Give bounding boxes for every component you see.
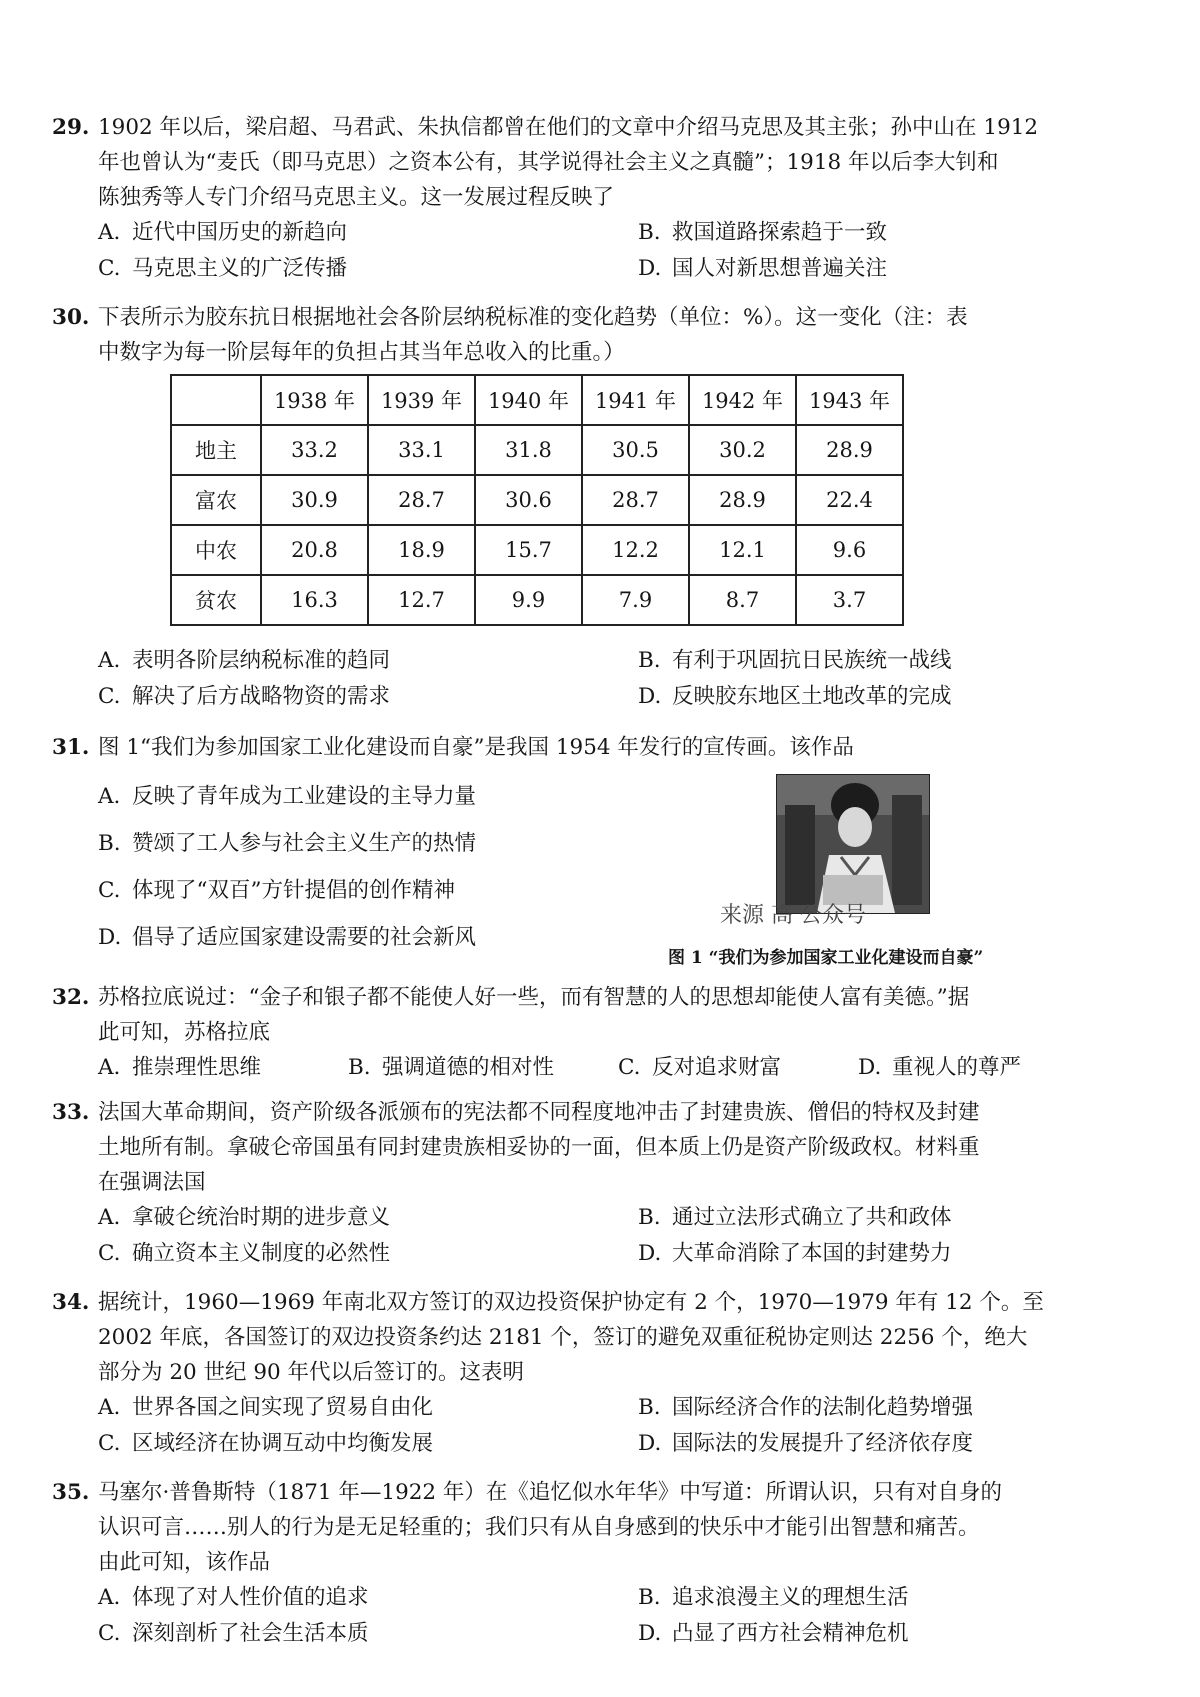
question-35-options (52, 1580, 1112, 1652)
option-b[interactable] (638, 215, 1158, 251)
table-header-cell: 1941 年 (582, 375, 689, 425)
table-cell: 7.9 (582, 575, 689, 625)
option-letter: D. (638, 1621, 662, 1646)
option-c[interactable] (98, 1426, 638, 1462)
question-29 (52, 110, 1112, 287)
option-letter: A. (98, 1395, 121, 1420)
table-corner-cell (171, 375, 261, 425)
option-d[interactable] (638, 1426, 1158, 1462)
option-b[interactable] (638, 1390, 1158, 1426)
option-letter: C. (98, 684, 121, 709)
option-b[interactable] (348, 1050, 618, 1086)
option-letter: D. (858, 1055, 882, 1080)
option-letter: A. (98, 784, 121, 809)
table-cell: 9.9 (475, 575, 582, 625)
option-letter: A. (98, 1205, 121, 1230)
option-text: 深刻剖析了社会生活本质 (132, 1621, 369, 1646)
option-c[interactable] (98, 679, 638, 715)
option-letter: C. (98, 878, 121, 903)
stem-line: 2002 年底，各国签订的双边投资条约达 2181 个，签订的避免双重征税协定则达 2256 个，绝大 (98, 1325, 1028, 1350)
question-number: 32. (52, 985, 90, 1010)
option-letter: D. (638, 684, 662, 709)
option-c[interactable] (98, 867, 1112, 914)
option-a[interactable] (98, 643, 638, 679)
question-33 (52, 1095, 1112, 1272)
table-cell: 8.7 (689, 575, 796, 625)
option-d[interactable] (638, 251, 1158, 287)
option-letter: A. (98, 220, 121, 245)
option-letter: A. (98, 648, 121, 673)
table-row (171, 575, 903, 625)
table-cell: 3.7 (796, 575, 903, 625)
table-cell: 31.8 (475, 425, 582, 475)
table-cell: 16.3 (261, 575, 368, 625)
option-a[interactable] (98, 1200, 638, 1236)
question-31 (52, 730, 1112, 961)
figure-caption: 图 1 “我们为参加国家工业化建设而自豪” (668, 948, 984, 968)
option-c[interactable] (98, 1236, 638, 1272)
option-b[interactable] (638, 1580, 1158, 1616)
question-32-stem (52, 980, 1112, 1050)
option-text: 反映胶东地区土地改革的完成 (672, 684, 952, 709)
option-d[interactable] (638, 1236, 1158, 1272)
watermark-text: 来源 高 公众号 (720, 903, 866, 928)
option-text: 凸显了西方社会精神危机 (672, 1621, 909, 1646)
option-text: 国际法的发展提升了经济依存度 (672, 1431, 974, 1456)
option-a[interactable] (98, 773, 1112, 820)
stem-line: 由此可知，该作品 (98, 1550, 271, 1575)
stem-line: 此可知，苏格拉底 (98, 1020, 271, 1045)
question-34-stem (52, 1285, 1112, 1390)
table-row (171, 475, 903, 525)
option-text: 马克思主义的广泛传播 (132, 256, 348, 281)
stem-line: 马塞尔·普鲁斯特（1871 年—1922 年）在《追忆似水年华》中写道：所谓认识，只有对自身的 (98, 1480, 1002, 1505)
option-letter: B. (638, 648, 661, 673)
question-number: 33. (52, 1100, 90, 1125)
option-text: 有利于巩固抗日民族统一战线 (672, 648, 952, 673)
option-letter: B. (98, 831, 121, 856)
option-text: 解决了后方战略物资的需求 (132, 684, 391, 709)
table-cell: 33.1 (368, 425, 475, 475)
stem-line: 1902 年以后，梁启超、马君武、朱执信都曾在他们的文章中介绍马克思及其主张；孙中山在 1912 (98, 115, 1039, 140)
question-30-options-block (52, 643, 1112, 715)
table-cell: 30.2 (689, 425, 796, 475)
table-cell: 22.4 (796, 475, 903, 525)
table-header-row (171, 375, 903, 425)
option-text: 大革命消除了本国的封建势力 (672, 1241, 952, 1266)
question-29-stem (52, 110, 1112, 215)
option-letter: A. (98, 1585, 121, 1610)
table-cell: 28.9 (796, 425, 903, 475)
stem-line: 图 1“我们为参加国家工业化建设而自豪”是我国 1954 年发行的宣传画。该作品 (98, 735, 854, 760)
question-number: 35. (52, 1480, 90, 1505)
question-34 (52, 1285, 1112, 1462)
option-text: 区域经济在协调互动中均衡发展 (132, 1431, 434, 1456)
table-cell: 20.8 (261, 525, 368, 575)
table-header-cell: 1942 年 (689, 375, 796, 425)
stem-line: 下表所示为胶东抗日根据地社会各阶层纳税标准的变化趋势（单位：%）。这一变化（注：表 (98, 305, 968, 330)
table-cell: 9.6 (796, 525, 903, 575)
question-30 (52, 300, 1112, 370)
option-text: 救国道路探索趋于一致 (672, 220, 888, 245)
stem-line: 土地所有制。拿破仑帝国虽有同封建贵族相妥协的一面，但本质上仍是资产阶级政权。材料重 (98, 1135, 980, 1160)
option-text: 追求浪漫主义的理想生活 (672, 1585, 909, 1610)
table-row (171, 525, 903, 575)
option-text: 反映了青年成为工业建设的主导力量 (132, 784, 477, 809)
option-letter: B. (638, 1585, 661, 1610)
option-c[interactable] (618, 1050, 858, 1086)
option-letter: C. (618, 1055, 641, 1080)
option-a[interactable] (98, 1390, 638, 1426)
option-text: 近代中国历史的新趋向 (132, 220, 348, 245)
option-letter: B. (638, 220, 661, 245)
stem-line: 在强调法国 (98, 1170, 206, 1195)
option-text: 表明各阶层纳税标准的趋同 (132, 648, 391, 673)
table-cell: 30.9 (261, 475, 368, 525)
question-29-options (52, 215, 1112, 287)
option-text: 拿破仑统治时期的进步意义 (132, 1205, 391, 1230)
option-letter: B. (348, 1055, 371, 1080)
stem-line: 年也曾认为“麦氏（即马克思）之资本公有，其学说得社会主义之真髓”；1918 年以后李大钊和 (98, 150, 999, 175)
question-32 (52, 980, 1112, 1086)
option-text: 确立资本主义制度的必然性 (132, 1241, 391, 1266)
question-34-options (52, 1390, 1112, 1462)
question-30-stem (52, 300, 1112, 370)
option-text: 国际经济合作的法制化趋势增强 (672, 1395, 974, 1420)
table-cell: 18.9 (368, 525, 475, 575)
table-cell: 15.7 (475, 525, 582, 575)
question-35-stem (52, 1475, 1112, 1580)
question-number: 30. (52, 305, 90, 330)
table-row-label: 地主 (171, 425, 261, 475)
option-text: 反对追求财富 (652, 1055, 782, 1080)
stem-line: 认识可言……别人的行为是无足轻重的；我们只有从自身感到的快乐中才能引出智慧和痛苦。 (98, 1515, 980, 1540)
table-row-label: 中农 (171, 525, 261, 575)
option-text: 世界各国之间实现了贸易自由化 (132, 1395, 434, 1420)
question-33-stem (52, 1095, 1112, 1200)
option-text: 推崇理性思维 (132, 1055, 262, 1080)
option-letter: C. (98, 256, 121, 281)
stem-line: 陈独秀等人专门介绍马克思主义。这一发展过程反映了 (98, 185, 615, 210)
stem-line: 法国大革命期间，资产阶级各派颁布的宪法都不同程度地冲击了封建贵族、僧侣的特权及封建 (98, 1100, 980, 1125)
question-number: 29. (52, 115, 90, 140)
stem-line: 部分为 20 世纪 90 年代以后签订的。这表明 (98, 1360, 525, 1385)
table-cell: 12.2 (582, 525, 689, 575)
option-b[interactable] (98, 820, 1112, 867)
option-letter: C. (98, 1431, 121, 1456)
table-row (171, 425, 903, 475)
table-cell: 12.1 (689, 525, 796, 575)
option-text: 倡导了适应国家建设需要的社会新风 (132, 925, 477, 950)
table-cell: 28.9 (689, 475, 796, 525)
question-number: 34. (52, 1290, 90, 1315)
table-cell: 30.6 (475, 475, 582, 525)
option-d[interactable] (858, 1050, 1098, 1086)
option-letter: D. (638, 1241, 662, 1266)
table-header-cell: 1939 年 (368, 375, 475, 425)
question-32-options (52, 1050, 1112, 1086)
stem-line: 据统计，1960—1969 年南北双方签订的双边投资保护协定有 2 个，1970—1979 年有 12 个。至 (98, 1290, 1044, 1315)
option-d[interactable] (638, 679, 1158, 715)
option-letter: B. (638, 1205, 661, 1230)
tax-rate-table (170, 374, 904, 626)
option-text: 通过立法形式确立了共和政体 (672, 1205, 952, 1230)
option-d[interactable] (638, 1616, 1158, 1652)
option-text: 国人对新思想普遍关注 (672, 256, 888, 281)
table-cell: 28.7 (582, 475, 689, 525)
option-b[interactable] (638, 1200, 1158, 1236)
option-c[interactable] (98, 1616, 638, 1652)
option-text: 赞颂了工人参与社会主义生产的热情 (132, 831, 477, 856)
table-row-label: 富农 (171, 475, 261, 525)
option-a[interactable] (98, 1050, 348, 1086)
question-number: 31. (52, 735, 90, 760)
question-31-stem (52, 730, 1112, 765)
option-text: 体现了“双百”方针提倡的创作精神 (132, 878, 455, 903)
table-row-label: 贫农 (171, 575, 261, 625)
stem-line: 中数字为每一阶层每年的负担占其当年总收入的比重。） (98, 340, 625, 365)
propaganda-poster-image (776, 774, 930, 914)
option-letter: B. (638, 1395, 661, 1420)
option-text: 体现了对人性价值的追求 (132, 1585, 369, 1610)
option-letter: C. (98, 1241, 121, 1266)
option-c[interactable] (98, 251, 638, 287)
option-a[interactable] (98, 215, 638, 251)
table-cell: 33.2 (261, 425, 368, 475)
option-letter: C. (98, 1621, 121, 1646)
question-31-options (52, 773, 1112, 961)
option-letter: A. (98, 1055, 121, 1080)
question-30-options (52, 643, 1112, 715)
table-cell: 12.7 (368, 575, 475, 625)
table-cell: 28.7 (368, 475, 475, 525)
table-header-cell: 1938 年 (261, 375, 368, 425)
option-text: 强调道德的相对性 (382, 1055, 555, 1080)
stem-line: 苏格拉底说过：“金子和银子都不能使人好一些，而有智慧的人的思想却能使人富有美德。”据 (98, 985, 970, 1010)
poster-illustration (777, 775, 929, 913)
option-text: 重视人的尊严 (892, 1055, 1022, 1080)
option-a[interactable] (98, 1580, 638, 1616)
table-cell: 30.5 (582, 425, 689, 475)
option-letter: D. (638, 1431, 662, 1456)
question-33-options (52, 1200, 1112, 1272)
table-header-cell: 1943 年 (796, 375, 903, 425)
option-b[interactable] (638, 643, 1158, 679)
table-header-cell: 1940 年 (475, 375, 582, 425)
question-35 (52, 1475, 1112, 1652)
option-letter: D. (98, 925, 122, 950)
option-letter: D. (638, 256, 662, 281)
